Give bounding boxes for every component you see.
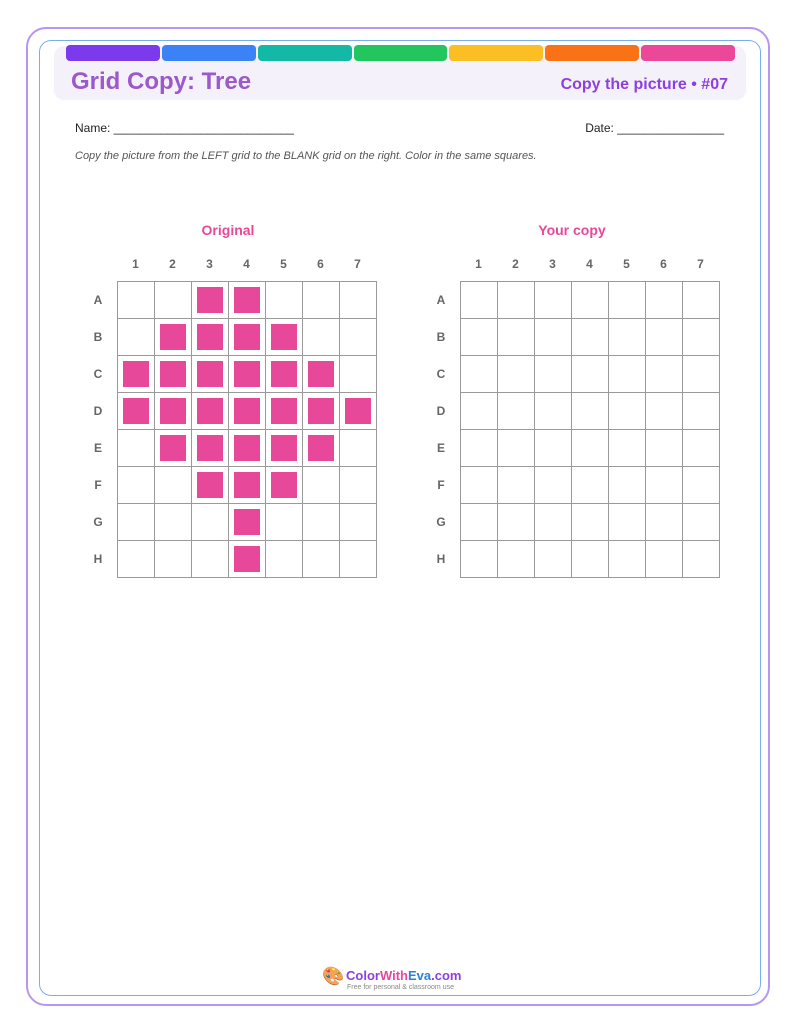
original-grid-cell <box>266 504 303 541</box>
original-grid-cell <box>118 504 155 541</box>
worksheet-title: Grid Copy: Tree <box>71 68 252 95</box>
copy-grid-cell[interactable] <box>572 467 609 504</box>
original-row-label: B <box>93 330 103 344</box>
copy-column-label: 4 <box>586 257 593 271</box>
original-grid-cell <box>118 356 155 393</box>
copy-grid-cell[interactable] <box>461 430 498 467</box>
copy-grid-cell[interactable] <box>609 319 646 356</box>
original-grid-row <box>118 393 377 430</box>
original-grid-cell <box>229 393 266 430</box>
copy-grid-cell[interactable] <box>683 541 720 578</box>
color-stripe-segment <box>66 45 160 61</box>
original-grid-cell <box>155 504 192 541</box>
original-grid-cell <box>340 504 377 541</box>
copy-grid-cell[interactable] <box>535 282 572 319</box>
original-grid-cell <box>192 430 229 467</box>
copy-grid-cell[interactable] <box>461 393 498 430</box>
copy-column-label: 2 <box>512 257 519 271</box>
original-column-label: 4 <box>243 257 250 271</box>
original-grid-cell <box>340 319 377 356</box>
copy-grid-cell[interactable] <box>461 319 498 356</box>
copy-grid-cell[interactable] <box>683 319 720 356</box>
original-grid-cell <box>303 504 340 541</box>
original-grid-cell <box>303 541 340 578</box>
original-grid-cell <box>192 282 229 319</box>
copy-grid-cell[interactable] <box>498 356 535 393</box>
original-grid-cell <box>118 541 155 578</box>
copy-row-label: B <box>436 330 446 344</box>
copy-row-label: C <box>436 367 446 381</box>
copy-grid-cell[interactable] <box>535 319 572 356</box>
copy-grid-cell[interactable] <box>498 319 535 356</box>
copy-grid-cell[interactable] <box>461 282 498 319</box>
original-grid-cell <box>303 319 340 356</box>
copy-grid-cell[interactable] <box>498 504 535 541</box>
original-grid-row <box>118 541 377 578</box>
original-grid-cell <box>340 430 377 467</box>
copy-grid-cell[interactable] <box>535 356 572 393</box>
copy-grid-row <box>461 282 720 319</box>
original-column-label: 7 <box>354 257 361 271</box>
copy-row-label: E <box>436 441 445 455</box>
copy-grid-cell[interactable] <box>646 541 683 578</box>
copy-grid-row <box>461 319 720 356</box>
copy-grid-cell[interactable] <box>572 430 609 467</box>
original-grid-cell <box>192 467 229 504</box>
original-grid-cell <box>192 504 229 541</box>
copy-grid-cell[interactable] <box>683 504 720 541</box>
original-grid-cell <box>155 430 192 467</box>
original-row-label: F <box>94 478 102 492</box>
original-column-label: 2 <box>169 257 176 271</box>
copy-row-label: A <box>436 293 446 307</box>
original-grid-cell <box>266 319 303 356</box>
copy-grid-title: Your copy <box>538 222 606 238</box>
original-grid-cell <box>118 430 155 467</box>
copy-grid-cell[interactable] <box>461 504 498 541</box>
original-grid-row <box>118 356 377 393</box>
copy-grid-cell[interactable] <box>609 282 646 319</box>
original-grid-cell <box>340 541 377 578</box>
copy-row-label: H <box>436 552 446 566</box>
copy-grid-cell[interactable] <box>498 282 535 319</box>
color-stripe-segment <box>354 45 448 61</box>
original-grid-cell <box>155 467 192 504</box>
original-grid-row <box>118 282 377 319</box>
original-row-label: H <box>93 552 103 566</box>
original-grid-cell <box>118 467 155 504</box>
original-grid-cell <box>192 393 229 430</box>
original-grid-cell <box>155 319 192 356</box>
original-grid-cell <box>266 467 303 504</box>
original-column-label: 3 <box>206 257 213 271</box>
copy-grid-cell[interactable] <box>683 467 720 504</box>
original-grid-cell <box>266 541 303 578</box>
date-field[interactable]: Date: ________________ <box>585 121 724 135</box>
copy-column-label: 5 <box>623 257 630 271</box>
original-grid-cell <box>340 282 377 319</box>
original-grid-cell <box>303 393 340 430</box>
copy-grid-cell[interactable] <box>646 504 683 541</box>
color-stripe-segment <box>545 45 639 61</box>
original-grid-cell <box>303 356 340 393</box>
instructions: Copy the picture from the LEFT grid to the BLANK grid on the right. Color in the same squares. <box>75 150 537 162</box>
copy-grid-cell[interactable] <box>572 319 609 356</box>
copy-grid-cell[interactable] <box>572 356 609 393</box>
copy-grid-cell[interactable] <box>572 504 609 541</box>
copy-grid-cell[interactable] <box>683 393 720 430</box>
original-grid-cell <box>229 430 266 467</box>
original-grid-cell <box>303 282 340 319</box>
original-row-label: E <box>93 441 102 455</box>
color-stripe <box>66 45 735 61</box>
color-stripe-segment <box>162 45 256 61</box>
copy-column-label: 6 <box>660 257 667 271</box>
original-grid-cell <box>192 541 229 578</box>
copy-grid-cell[interactable] <box>683 356 720 393</box>
copy-grid-cell[interactable] <box>646 393 683 430</box>
original-grid-cell <box>303 430 340 467</box>
copy-grid-row <box>461 504 720 541</box>
copy-grid-cell[interactable] <box>535 467 572 504</box>
copy-grid-cell[interactable] <box>609 393 646 430</box>
copy-grid-cell[interactable] <box>461 356 498 393</box>
copy-row-label: G <box>436 515 446 529</box>
copy-grid-cell[interactable] <box>683 282 720 319</box>
original-column-label: 5 <box>280 257 287 271</box>
original-grid-cell <box>155 393 192 430</box>
original-grid-cell <box>229 319 266 356</box>
copy-grid-cell[interactable] <box>609 541 646 578</box>
original-grid-cell <box>340 393 377 430</box>
original-grid-row <box>118 467 377 504</box>
original-grid-cell <box>340 356 377 393</box>
copy-grid-cell[interactable] <box>498 467 535 504</box>
copy-grid-cell[interactable] <box>535 393 572 430</box>
original-column-label: 6 <box>317 257 324 271</box>
copy-grid-cell[interactable] <box>646 430 683 467</box>
original-grid-cell <box>229 467 266 504</box>
color-stripe-segment <box>258 45 352 61</box>
original-grid-cell <box>229 541 266 578</box>
copy-grid <box>460 281 720 578</box>
copy-grid-cell[interactable] <box>572 541 609 578</box>
copy-grid-cell[interactable] <box>461 541 498 578</box>
original-grid-cell <box>229 356 266 393</box>
copy-grid-row <box>461 541 720 578</box>
original-grid-cell <box>266 430 303 467</box>
copy-grid-cell[interactable] <box>646 356 683 393</box>
footer-brand <box>322 966 482 996</box>
copy-grid-cell[interactable] <box>683 430 720 467</box>
copy-grid-row <box>461 356 720 393</box>
copy-grid-cell[interactable] <box>646 467 683 504</box>
original-row-label: C <box>93 367 103 381</box>
copy-grid-cell[interactable] <box>535 504 572 541</box>
copy-grid-cell[interactable] <box>498 430 535 467</box>
copy-grid-cell[interactable] <box>572 393 609 430</box>
original-grid-cell <box>155 541 192 578</box>
original-row-label: A <box>93 293 103 307</box>
original-grid-cell <box>340 467 377 504</box>
copy-grid-cell[interactable] <box>498 541 535 578</box>
original-grid-cell <box>118 393 155 430</box>
original-grid-cell <box>155 356 192 393</box>
original-grid-row <box>118 504 377 541</box>
original-grid-row <box>118 319 377 356</box>
original-grid-cell <box>303 467 340 504</box>
original-grid <box>117 281 377 578</box>
original-grid-cell <box>266 282 303 319</box>
original-grid-cell <box>229 282 266 319</box>
original-grid-cell <box>229 504 266 541</box>
copy-grid-cell[interactable] <box>498 393 535 430</box>
copy-grid-cell[interactable] <box>609 430 646 467</box>
original-grid-cell <box>118 282 155 319</box>
original-column-label: 1 <box>132 257 139 271</box>
name-field[interactable]: Name: ___________________________ <box>75 121 294 135</box>
copy-grid-row <box>461 393 720 430</box>
original-grid-cell <box>266 393 303 430</box>
copy-column-label: 1 <box>475 257 482 271</box>
copy-grid-row <box>461 467 720 504</box>
original-row-label: D <box>93 404 103 418</box>
copy-grid-cell[interactable] <box>609 356 646 393</box>
color-stripe-segment <box>449 45 543 61</box>
copy-column-label: 7 <box>697 257 704 271</box>
original-grid-row <box>118 430 377 467</box>
copy-grid-cell[interactable] <box>535 430 572 467</box>
worksheet-subtitle: Copy the picture • #07 <box>560 76 728 93</box>
brand-name: ColorWithEva.com <box>346 968 462 983</box>
original-grid-title: Original <box>201 222 255 238</box>
copy-grid-row <box>461 430 720 467</box>
color-stripe-segment <box>641 45 735 61</box>
copy-grid-cell[interactable] <box>609 504 646 541</box>
copy-column-label: 3 <box>549 257 556 271</box>
copy-grid-cell[interactable] <box>535 541 572 578</box>
original-row-label: G <box>93 515 103 529</box>
copy-grid-cell[interactable] <box>646 282 683 319</box>
brand-tagline: Free for personal & classroom use <box>347 984 454 991</box>
copy-row-label: F <box>437 478 445 492</box>
copy-grid-cell[interactable] <box>572 282 609 319</box>
original-grid-cell <box>192 319 229 356</box>
copy-grid-cell[interactable] <box>646 319 683 356</box>
copy-grid-cell[interactable] <box>609 467 646 504</box>
copy-row-label: D <box>436 404 446 418</box>
copy-grid-cell[interactable] <box>461 467 498 504</box>
original-grid-cell <box>155 282 192 319</box>
palette-icon: 🎨 <box>322 966 345 986</box>
original-grid-cell <box>118 319 155 356</box>
original-grid-cell <box>266 356 303 393</box>
original-grid-cell <box>192 356 229 393</box>
